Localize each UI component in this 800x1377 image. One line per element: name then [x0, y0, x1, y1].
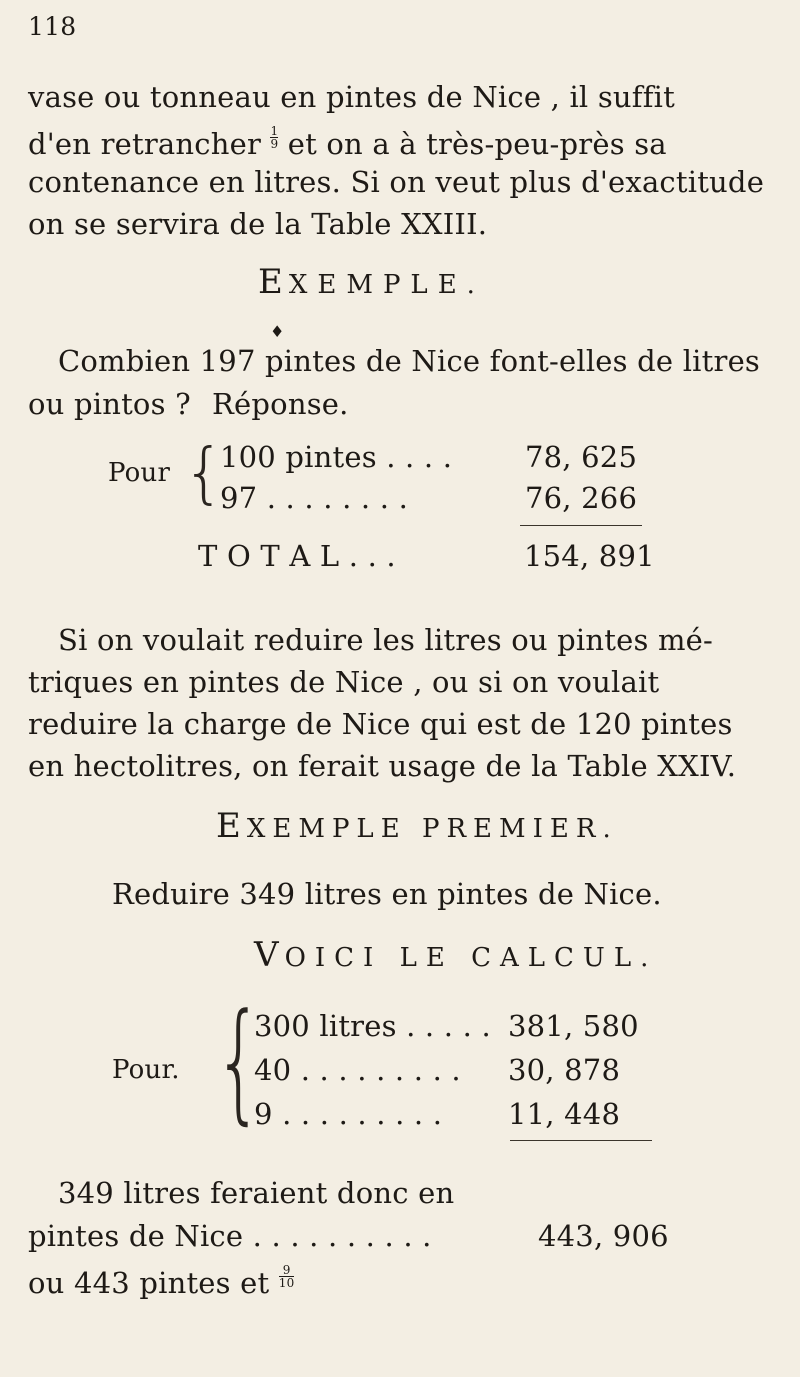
calc2-row2-value: 30, 878 — [508, 1053, 621, 1087]
calc1-row2-label: 97 . . . . . . . . — [220, 481, 408, 515]
calc2-row3-label: 9 . . . . . . . . . — [254, 1097, 443, 1131]
calc1-row1-label: 100 pintes . . . . — [220, 440, 453, 474]
heading-initial: V — [254, 935, 285, 975]
answer-label: Réponse. — [212, 387, 349, 421]
total-value: 154, 891 — [524, 539, 655, 573]
fraction-numerator: 1 — [270, 124, 279, 138]
exemple-heading — [258, 262, 485, 302]
total-label: T O T A L . . . — [198, 539, 396, 573]
pour-label: Pour — [108, 458, 171, 488]
paragraph2-line1: Si on voulait reduire les litres ou pintes mé- — [58, 623, 714, 657]
heading-initial: E — [216, 806, 247, 846]
fraction-denominator: 9 — [270, 137, 279, 151]
paragraph2-line4: en hectolitres, on ferait usage de la Table XXIV. — [28, 749, 737, 783]
calc2-row2-label: 40 . . . . . . . . . — [254, 1053, 461, 1087]
sum-rule — [520, 525, 642, 526]
paragraph1-line2 — [28, 125, 667, 159]
heading-initial: E — [258, 262, 289, 302]
result-line1: 349 litres feraient donc en — [58, 1176, 455, 1210]
calc2-row1-value: 381, 580 — [508, 1009, 639, 1043]
fraction-denominator: 10 — [278, 1276, 295, 1290]
problem-statement: Reduire 349 litres en pintes de Nice. — [112, 877, 662, 911]
result-line3 — [28, 1264, 294, 1298]
heading-rest: XEMPLE PREMIER. — [246, 814, 618, 844]
paragraph1-line3: contenance en litres. Si on veut plus d'exactitude — [28, 165, 765, 199]
fraction-nine-tenths — [279, 1264, 295, 1289]
question-line2: ou pintos ? — [28, 387, 191, 421]
brace-icon: { — [214, 985, 264, 1137]
heading-rest: XEMPLE. — [288, 270, 485, 300]
paragraph1-line1: vase ou tonneau en pintes de Nice , il suffit — [28, 80, 675, 114]
exemple-premier-heading — [216, 806, 618, 846]
result-line3-text: ou 443 pintes et — [28, 1266, 270, 1300]
brace-icon: { — [183, 434, 225, 511]
paragraph1-line2-start: d'en retrancher — [28, 127, 262, 161]
paragraph1-line4: on se servira de la Table XXIII. — [28, 207, 488, 241]
result-line2-value: 443, 906 — [538, 1219, 669, 1253]
result-line2-label: pintes de Nice . . . . . . . . . . — [28, 1219, 432, 1253]
paragraph2-line3: reduire la charge de Nice qui est de 120 pintes — [28, 707, 733, 741]
paragraph1-line2-end: et on a à très-peu-près sa — [287, 127, 667, 161]
fraction-one-ninth — [270, 125, 278, 150]
calcul-heading — [254, 935, 657, 975]
pour-label-2: Pour. — [112, 1055, 180, 1085]
calc2-row3-value: 11, 448 — [508, 1097, 621, 1131]
page-number: 118 — [28, 12, 77, 41]
question-line1: Combien 197 pintes de Nice font-elles de litres — [58, 344, 761, 378]
paragraph2-line2: triques en pintes de Nice , ou si on voulait — [28, 665, 660, 699]
calc1-row2-value: 76, 266 — [525, 481, 638, 515]
ornament-marker: ♦ — [270, 322, 285, 341]
sum-rule — [510, 1140, 652, 1141]
heading-rest: OICI LE CALCUL. — [284, 943, 658, 973]
fraction-numerator: 9 — [282, 1263, 291, 1277]
calc2-row1-label: 300 litres . . . . . — [254, 1009, 491, 1043]
calc1-row1-value: 78, 625 — [525, 440, 638, 474]
